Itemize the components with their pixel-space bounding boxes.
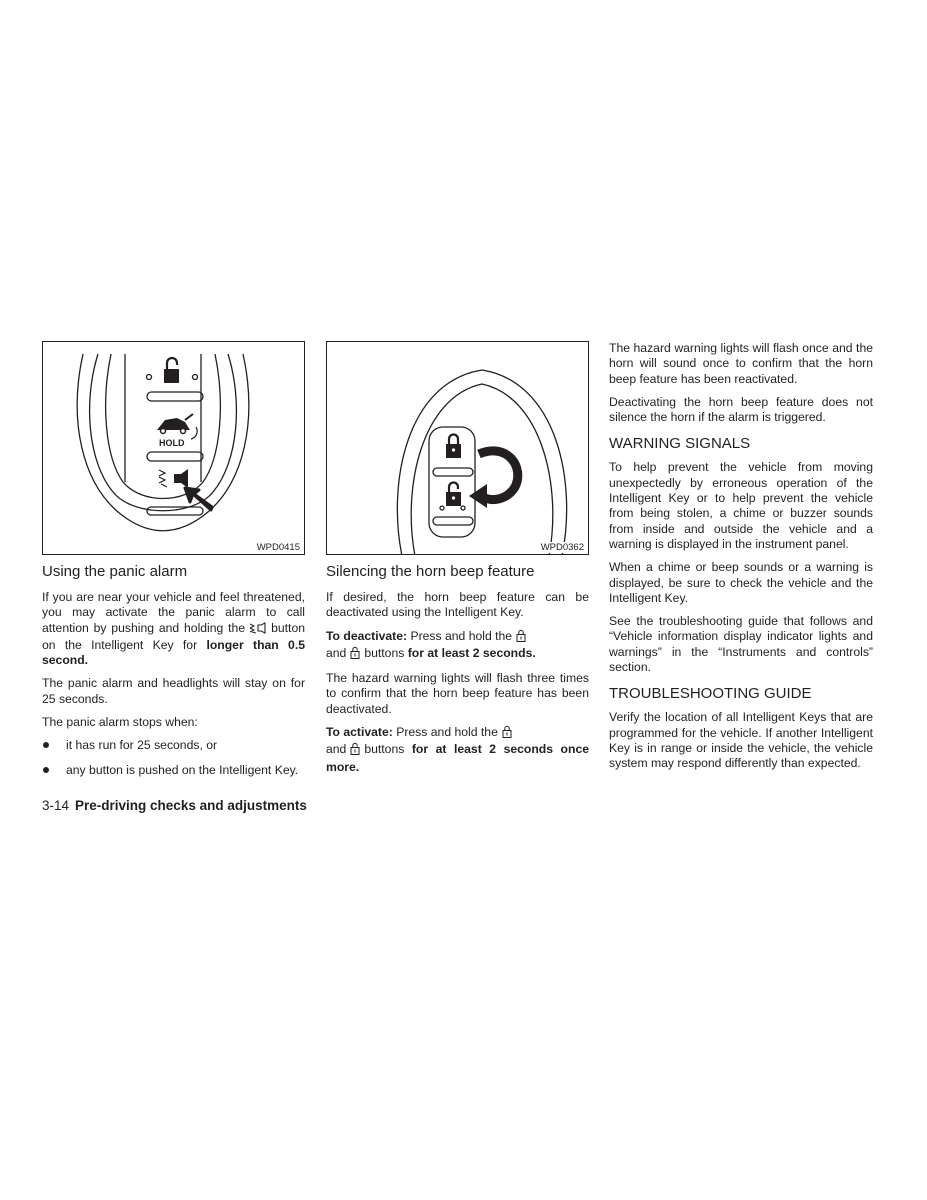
unlock-button-icon — [350, 742, 360, 759]
text-fragment: Press and hold the — [396, 725, 498, 740]
list-item: it has run for 25 seconds, or — [42, 738, 305, 753]
section-heading-panic: Using the panic alarm — [42, 563, 188, 580]
paragraph-hazard-three: The hazard warning lights will flash three times to confirm that the horn beep feature has been deactivated. — [326, 671, 589, 716]
text-fragment: and — [326, 645, 347, 660]
intelligent-key-horn-illustration — [327, 342, 589, 555]
emphasis-label: To activate: — [326, 725, 393, 740]
paragraph-deactivating-note: Deactivating the horn beep feature does not silence the horn if the alarm is triggered. — [609, 394, 873, 425]
figure-horn-key — [326, 341, 589, 555]
text-fragment: Press and hold the — [410, 628, 513, 643]
text-fragment: buttons — [364, 742, 405, 757]
page-number: 3-14 — [42, 798, 70, 813]
figure-panic-key — [42, 341, 305, 555]
unlock-icon — [446, 483, 461, 507]
paragraph-panic-stops: The panic alarm stops when: — [42, 715, 198, 730]
emphasis-text: for at least 2 seconds. — [407, 645, 536, 660]
lock-button-icon — [502, 725, 512, 742]
paragraph-troubleshooting: Verify the location of all Intelligent Keys that are programmed for the vehicle. If another Intelligent Key is in range or inside the vehicle, the vehicle system may respond differently than expected. — [609, 710, 873, 771]
trunk-icon — [157, 414, 197, 439]
paragraph-warning-intro: To help prevent the vehicle from moving unexpectedly by erroneous operation of the Intelligent Key or to help prevent the vehicle from being stolen, a chime or buzzer sounds from inside and outside the vehicle and a warning is displayed in the instrument panel. — [609, 460, 873, 551]
bullet-list — [42, 738, 305, 778]
paragraph-horn-intro: If desired, the horn beep feature can be deactivated using the Intelligent Key. — [326, 590, 589, 620]
section-heading-warning-signals: WARNING SIGNALS — [609, 435, 751, 453]
paragraph-hazard-once: The hazard warning lights will flash once and the horn will sound once to confirm that the horn beep feature has been reactivated. — [609, 341, 873, 386]
panic-button-icon — [249, 622, 267, 638]
unlock-button-icon — [350, 646, 360, 663]
hold-label: HOLD — [159, 438, 185, 448]
paragraph-warning-check: When a chime or beep sounds or a warning is displayed, be sure to check the vehicle and the Intelligent Key. — [609, 560, 873, 605]
emphasis-text: longer than 0.5 second. — [42, 637, 305, 668]
section-title: Pre-driving checks and adjustments — [75, 798, 307, 813]
intelligent-key-panic-illustration — [43, 342, 305, 555]
text-fragment: button on the Intelligent Key for — [42, 620, 305, 652]
panic-icon — [159, 469, 188, 488]
column-left — [42, 341, 305, 787]
section-heading-horn: Silencing the horn beep feature — [326, 563, 535, 580]
paragraph-panic-intro — [42, 590, 305, 668]
emphasis-text: for at least 2 seconds once more. — [326, 742, 589, 774]
list-item: any button is pushed on the Intelligent Key. — [42, 763, 305, 778]
page-footer — [42, 797, 307, 814]
text-fragment: If you are near your vehicle and feel threatened, you may activate the panic alarm to call attention by pushing and holding the — [42, 590, 305, 635]
figure-code: WPD0362 — [540, 542, 584, 553]
figure-code: WPD0415 — [256, 542, 300, 553]
emphasis-label: To deactivate: — [326, 628, 408, 643]
paragraph-activate — [326, 725, 589, 775]
lock-icon — [446, 435, 461, 459]
unlock-icon — [164, 358, 179, 383]
text-fragment: and — [326, 742, 347, 757]
text-fragment: buttons — [364, 645, 405, 660]
lock-button-icon — [516, 629, 526, 646]
section-heading-troubleshooting: TROUBLESHOOTING GUIDE — [609, 685, 812, 703]
rotate-arrow-icon — [469, 451, 518, 508]
column-middle — [326, 341, 589, 783]
paragraph-panic-duration: The panic alarm and headlights will stay on for 25 seconds. — [42, 676, 305, 706]
column-right — [609, 341, 873, 780]
paragraph-warning-see: See the troubleshooting guide that follows and “Vehicle information display indicator lights and warnings” in the “Instruments and controls” section. — [609, 614, 873, 675]
paragraph-deactivate — [326, 629, 589, 664]
